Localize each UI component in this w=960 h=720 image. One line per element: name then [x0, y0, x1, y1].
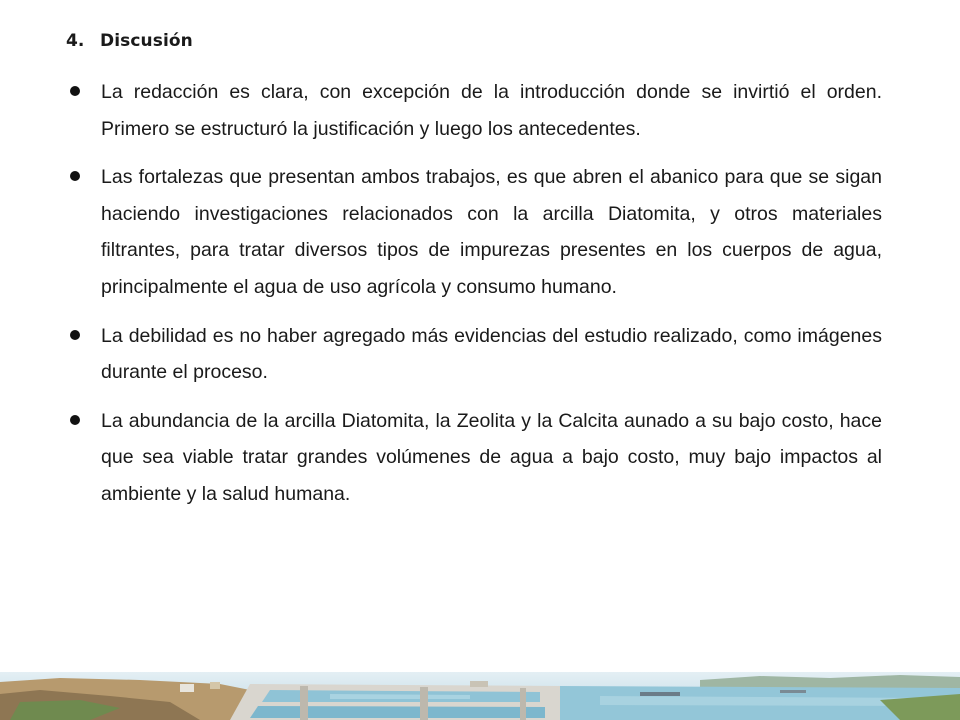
bullet-text: La abundancia de la arcilla Diatomita, la Zeolita y la Calcita aunado a su bajo costo, hace que sea viable tratar grandes volúmenes de agua a bajo costo, muy bajo impactos al ambiente y la salud humana.: [101, 409, 882, 505]
bullet-text: Las fortalezas que presentan ambos trabajos, es que abren el abanico para que se sigan haciendo investigaciones relacionados con la arcilla Diatomita, y otros materiales filtrantes, para tratar diversos tipos de impurezas presentes en los cuerpos de agua, principalmente el agua de uso agrícola y consumo humano.: [101, 166, 882, 298]
bullet-text: La redacción es clara, con excepción de la introducción donde se invirtió el orden. Primero se estructuró la justificación y luego los antecedentes.: [101, 81, 882, 140]
bullet-dot-icon: [70, 415, 80, 425]
section-heading: [66, 31, 193, 51]
bullet-item: [64, 159, 882, 305]
bullet-dot-icon: [70, 86, 80, 96]
bullet-dot-icon: [70, 330, 80, 340]
bullet-item: [64, 74, 882, 147]
bullet-dot-icon: [70, 171, 80, 181]
discussion-bullet-list: [64, 74, 882, 525]
canal-locks-image: [0, 672, 960, 720]
section-number: 4.: [66, 31, 85, 51]
bullet-text: La debilidad es no haber agregado más evidencias del estudio realizado, como imágenes durante el proceso.: [101, 324, 882, 384]
footer-canal-photo: [0, 672, 960, 720]
bullet-item: [64, 403, 882, 513]
bullet-item: [64, 318, 882, 391]
section-title: Discusión: [100, 31, 193, 51]
